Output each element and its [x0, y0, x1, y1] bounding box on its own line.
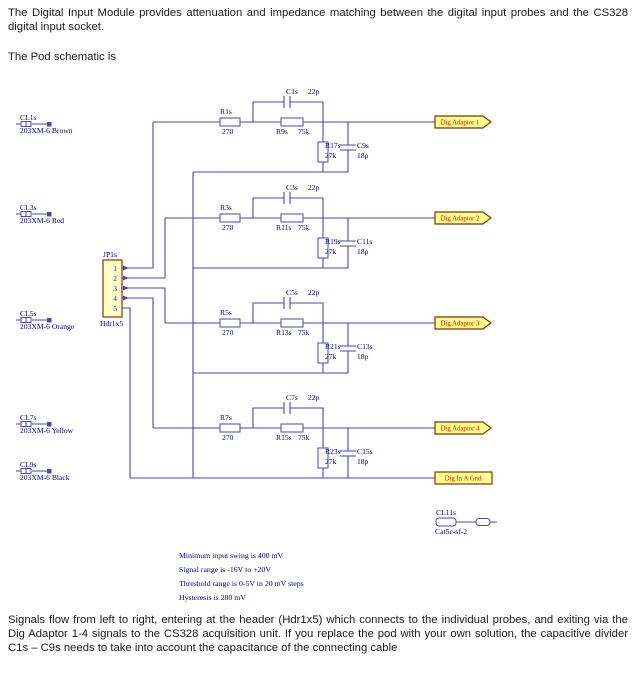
capacitor-ref: C1s: [286, 87, 298, 96]
connector-ref: CL7s: [20, 413, 37, 422]
resistor-value: 270: [222, 328, 234, 337]
resistor-ref: R11s: [276, 223, 292, 232]
resistor-value: 270: [222, 127, 234, 136]
connector-part: 203XM-6 Red: [20, 216, 65, 225]
capacitor-value: 18p: [357, 352, 369, 361]
branch-wire: [253, 102, 323, 172]
output-port-label: Dig Adaptor 3: [440, 320, 480, 328]
pin3-feed-wire: [122, 288, 165, 323]
header-jp1s: [100, 250, 129, 328]
intro-paragraph: The Digital Input Module provides attenuation and impedance matching between the digital input probes and the CS328 digital input socket.: [8, 7, 628, 33]
capacitor-value: 22p: [308, 288, 320, 297]
closing-paragraph: Signals flow from left to right, entering at the header (Hdr1x5) which connects to the individual probes, and exiting via the Dig Adaptor 1-4 signals to the CS328 acquisition unit. If you replace the pod with your own solution, the capacitive divider C1s – C9s needs to take into account the capacitance of the connecting cable: [8, 614, 628, 654]
resistor-value: 27k: [325, 352, 337, 361]
resistor-icon: [281, 319, 303, 327]
input-connector-cl5s: [16, 309, 75, 331]
capacitor-value: 18p: [357, 247, 369, 256]
capacitor-icon: [284, 96, 290, 108]
resistor-value: 270: [222, 433, 234, 442]
capacitor-ref: C3s: [286, 183, 298, 192]
resistor-value: 75k: [298, 433, 310, 442]
branch-wire: [253, 303, 323, 373]
resistor-value: 75k: [298, 223, 310, 232]
pin5-ground-wire: [122, 308, 130, 478]
resistor-value: 75k: [298, 328, 310, 337]
connector-part: 203XM-6 Orange: [20, 322, 75, 331]
branch-wire: [253, 198, 323, 268]
capacitor-ref: C11s: [357, 237, 373, 246]
resistor-icon: [281, 424, 303, 432]
input-connector-cl3s: [16, 203, 64, 225]
capacitor-value: 22p: [308, 87, 320, 96]
connector-part: 203XM-6 Black: [20, 473, 70, 482]
resistor-icon: [220, 118, 240, 126]
output-port-label: Dig Adaptor 1: [440, 119, 480, 127]
connector-ref: CL5s: [20, 309, 37, 318]
capacitor-ref: C13s: [357, 342, 373, 351]
capacitor-icon: [340, 346, 356, 351]
output-port-label: Dig Adaptor 2: [440, 215, 480, 223]
resistor-ref: R3s: [220, 203, 232, 212]
pin2-feed-wire: [122, 218, 165, 278]
pin1-feed-wire: [122, 122, 153, 268]
resistor-icon: [281, 118, 303, 126]
resistor-icon: [220, 319, 240, 327]
channel-row-2: [165, 183, 491, 268]
cable-ref: CL11s: [436, 508, 456, 517]
capacitor-ref: C5s: [286, 288, 298, 297]
connector-ref: CL3s: [20, 203, 37, 212]
resistor-value: 27k: [325, 247, 337, 256]
connector-part: 203XM-6 Yellow: [20, 426, 74, 435]
resistor-icon: [220, 424, 240, 432]
resistor-ref: R17s: [325, 141, 341, 150]
capacitor-icon: [340, 145, 356, 150]
note-line: Threshold range is 0-5V in 20 mV steps: [179, 579, 304, 588]
pin-number: 2: [113, 274, 117, 283]
input-connector-cl9s: [16, 460, 70, 482]
resistor-ref: R23s: [325, 447, 341, 456]
resistor-ref: R7s: [220, 413, 232, 422]
cable-cl11s: [435, 508, 497, 536]
resistor-value: 75k: [298, 127, 310, 136]
note-line: Signal range is -16V to +20V: [179, 565, 271, 574]
resistor-value: 27k: [325, 151, 337, 160]
note-line: Hysteresis is 280 mV: [179, 593, 246, 602]
pin-number: 1: [113, 264, 117, 273]
pin-number: 4: [113, 294, 117, 303]
capacitor-value: 18p: [357, 457, 369, 466]
input-connector-cl7s: [16, 413, 74, 435]
branch-wire: [253, 408, 323, 478]
connector-ref: CL9s: [20, 460, 37, 469]
capacitor-icon: [284, 192, 290, 204]
capacitor-ref: C15s: [357, 447, 373, 456]
channel-row-4: [130, 393, 491, 478]
schematic-intro-line: The Pod schematic is: [8, 51, 116, 63]
capacitor-icon: [340, 241, 356, 246]
resistor-ref: R5s: [220, 308, 232, 317]
header-ref: JP1s: [103, 250, 117, 259]
output-port-label: Dig Adaptor 4: [440, 425, 480, 433]
resistor-ref: R21s: [325, 342, 341, 351]
resistor-ref: R1s: [220, 107, 232, 116]
channel-row-1: [153, 87, 491, 172]
connector-ref: CL1s: [20, 113, 37, 122]
cable-icon: [436, 518, 497, 526]
capacitor-value: 18p: [357, 151, 369, 160]
resistor-icon: [220, 214, 240, 222]
capacitor-ref: C7s: [286, 393, 298, 402]
capacitor-value: 22p: [308, 183, 320, 192]
resistor-value: 270: [222, 223, 234, 232]
note-line: Minimum input swing is 400 mV: [179, 551, 284, 560]
channel-row-3: [165, 288, 491, 373]
spec-notes: [179, 551, 304, 602]
capacitor-value: 22p: [308, 393, 320, 402]
pin4-feed-wire: [122, 298, 153, 428]
header-part: Hdr1x5: [100, 319, 124, 328]
capacitor-icon: [284, 402, 290, 414]
connector-part: 203XM-6 Brown: [20, 126, 73, 135]
pin-number: 3: [113, 284, 117, 293]
resistor-value: 27k: [325, 457, 337, 466]
capacitor-icon: [284, 297, 290, 309]
capacitor-icon: [340, 451, 356, 456]
ground-port-label: Dig In A Gnd: [444, 475, 482, 483]
capacitor-ref: C9s: [357, 141, 369, 150]
resistor-icon: [281, 214, 303, 222]
resistor-ref: R19s: [325, 237, 341, 246]
resistor-ref: R15s: [276, 433, 292, 442]
cable-part: Cat5e-sf-2: [435, 527, 468, 536]
resistor-ref: R13s: [276, 328, 292, 337]
ground-port: [435, 472, 492, 484]
resistor-ref: R9s: [276, 127, 288, 136]
input-connector-cl1s: [16, 113, 73, 135]
pin-number: 5: [113, 304, 117, 313]
